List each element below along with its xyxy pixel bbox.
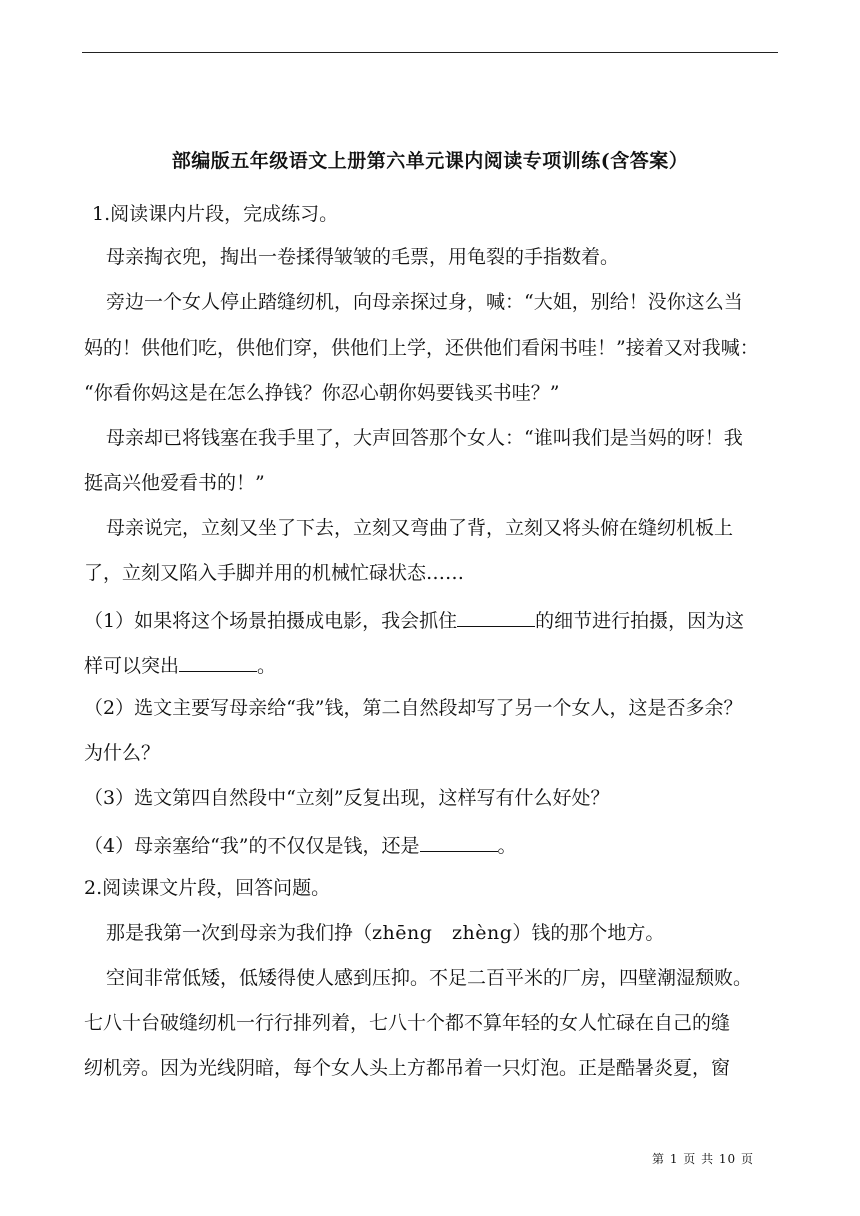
q1-sub-question-1-cont (84, 654, 276, 676)
sub-question-4-text-a: （4）母亲塞给“我”的不仅仅是钱，还是 (84, 835, 420, 857)
q1-paragraph-4-line-1: 母亲说完，立刻又坐了下去，立刻又弯曲了背，立刻又将头俯在缝纫机板上 (106, 517, 734, 539)
q1-paragraph-3-line-2: 挺高兴他爱看书的！” (84, 472, 265, 494)
sub-question-1-text-c: 样可以突出 (84, 655, 180, 677)
sub-question-1-text-a: （1）如果将这个场景拍摄成电影，我会抓住 (84, 610, 458, 632)
q1-heading: 1.阅读课内片段，完成练习。 (92, 203, 339, 225)
q1-paragraph-3-line-1: 母亲却已将钱塞在我手里了，大声回答那个女人：“谁叫我们是当妈的呀！我 (106, 427, 743, 449)
header-rule (82, 52, 778, 53)
sub-question-1-text-d: 。 (257, 655, 277, 677)
q1-paragraph-4-line-2: 了，立刻又陷入手脚并用的机械忙碌状态…… (84, 562, 465, 584)
page-title: 部编版五年级语文上册第六单元课内阅读专项训练(含答案） (171, 150, 689, 172)
sub-question-4-text-b: 。 (497, 835, 517, 857)
q2-paragraph-2-line-1: 空间非常低矮，低矮得使人感到压抑。不足二百平米的厂房，四壁潮湿颓败。 (106, 967, 753, 989)
q1-sub-question-2-line-2: 为什么？ (84, 742, 161, 764)
pinyin-options: zhēng zhèng (372, 922, 513, 944)
q2-paragraph-1-text-b: ）钱的那个地方。 (512, 922, 665, 944)
q2-paragraph-1-text-a: 那是我第一次到母亲为我们挣（ (106, 922, 373, 944)
q2-paragraph-2-line-3: 纫机旁。因为光线阴暗，每个女人头上方都吊着一只灯泡。正是酷暑炎夏，窗 (84, 1057, 731, 1079)
q1-sub-question-1 (84, 609, 744, 631)
q2-paragraph-2-line-2: 七八十台破缝纫机一行行排列着，七八十个都不算年轻的女人忙碌在自己的缝 (84, 1012, 731, 1034)
q1-paragraph-2-line-3: “你看你妈这是在怎么挣钱？你忍心朝你妈要钱买书哇？” (84, 382, 560, 404)
q2-heading: 2.阅读课文片段，回答问题。 (84, 877, 331, 899)
answer-blank-1[interactable] (457, 609, 535, 627)
answer-blank-2[interactable] (179, 654, 257, 672)
q1-paragraph-1: 母亲掏衣兜，掏出一卷揉得皱皱的毛票，用龟裂的手指数着。 (106, 246, 620, 268)
q2-paragraph-1 (106, 924, 664, 943)
page-number-footer: 第 1 页 共 10 页 (652, 1152, 754, 1166)
q1-paragraph-2-line-2: 妈的！供他们吃，供他们穿，供他们上学，还供他们看闲书哇！”接着又对我喊： (84, 337, 759, 359)
q1-sub-question-4 (84, 834, 517, 856)
q1-sub-question-2-line-1: （2）选文主要写母亲给“我”钱，第二自然段却写了另一个女人，这是否多余？ (84, 697, 743, 719)
sub-question-1-text-b: 的细节进行拍摄，因为这 (535, 610, 745, 632)
q1-paragraph-2-line-1: 旁边一个女人停止踏缝纫机，向母亲探过身，喊：“大姐，别给！没你这么当 (106, 291, 743, 313)
q1-sub-question-3: （3）选文第四自然段中“立刻”反复出现，这样写有什么好处？ (84, 787, 610, 809)
answer-blank-3[interactable] (420, 834, 498, 852)
